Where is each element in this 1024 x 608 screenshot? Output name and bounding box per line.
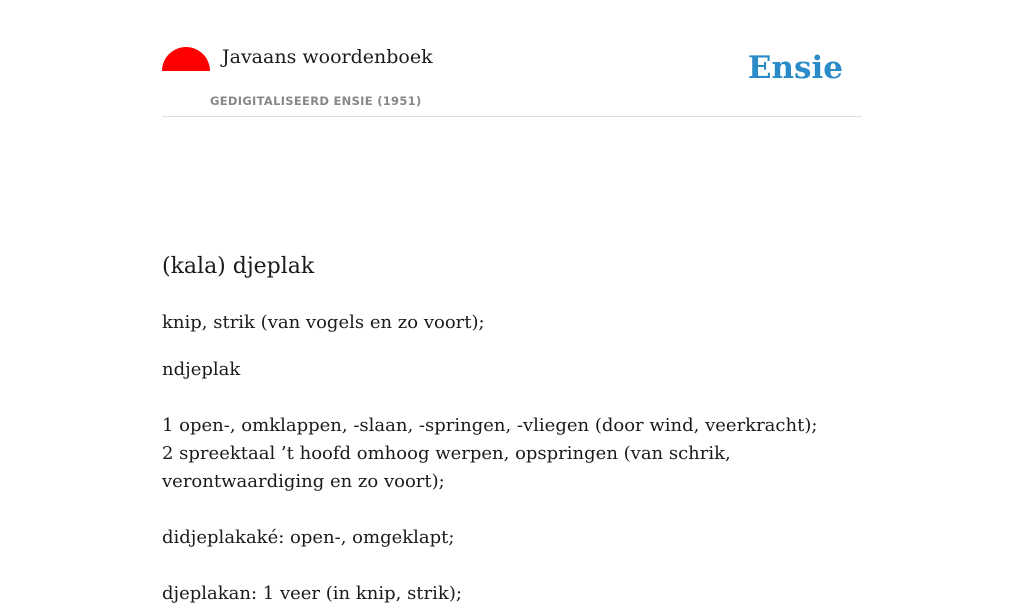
entry-subentry: ndjeplak xyxy=(162,359,241,380)
logo-icon[interactable] xyxy=(162,47,210,71)
entry-definition: knip, strik (van vogels en zo voort); xyxy=(162,312,485,333)
site-subtitle: GEDIGITALISEERD ENSIE (1951) xyxy=(210,94,422,108)
page xyxy=(162,0,862,604)
entry-derived-1: didjeplakaké: open-, omgeklapt; xyxy=(162,527,455,548)
entry-sense-1: 1 open-, omklappen, -slaan, -springen, -vliegen (door wind, veerkracht); xyxy=(162,415,818,436)
site-title[interactable]: Javaans woordenboek xyxy=(222,46,433,68)
entry-derived-2: djeplakan: 1 veer (in knip, strik); xyxy=(162,583,462,604)
entry-sense-2: 2 spreektaal ’t hoofd omhoog werpen, opspringen (van schrik, verontwaardiging en zo voort); xyxy=(162,443,731,492)
site-header xyxy=(162,0,862,117)
entry-headword: (kala) djeplak xyxy=(162,254,315,279)
brand-logo[interactable]: Ensie xyxy=(747,50,843,86)
